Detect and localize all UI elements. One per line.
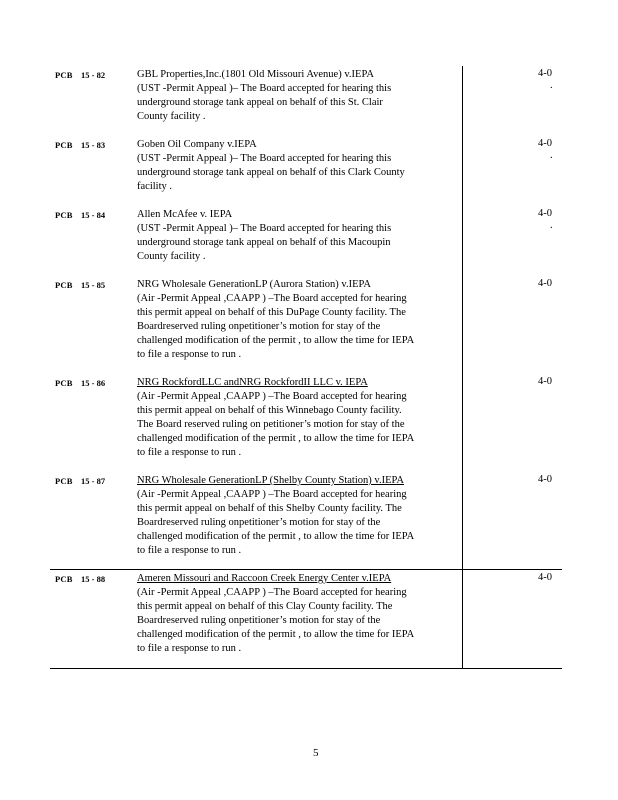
vote-tally: 4-0 [538, 474, 552, 485]
case-description-line: facility . [137, 181, 172, 192]
case-description-line: underground storage tank appeal on behalf of this Macoupin [137, 237, 391, 248]
case-description [137, 68, 457, 124]
case-description-line: (Air -Permit Appeal ,CAAPP ) –The Board accepted for hearing [137, 587, 407, 598]
case-description-line: to file a response to run . [137, 447, 242, 458]
case-number: 15 - 84 [81, 210, 106, 220]
case-prefix: PCB [55, 476, 73, 486]
case-caption: Goben Oil Company v.IEPA [137, 139, 257, 150]
case-caption: NRG RockfordLLC andNRG RockfordII LLC v. IEPA [137, 377, 368, 388]
vote-mark: . [550, 150, 553, 161]
vote-tally: 4-0 [538, 572, 552, 583]
case-description-line: (UST -Permit Appeal )– The Board accepted for hearing this [137, 83, 392, 94]
case-caption: Ameren Missouri and Raccoon Creek Energy Center v.IEPA [137, 573, 392, 584]
case-description [137, 572, 457, 656]
case-description-line: challenged modification of the permit , to allow the time for IEPA [137, 629, 415, 640]
case-description-line: (Air -Permit Appeal ,CAAPP ) –The Board accepted for hearing [137, 293, 407, 304]
case-description [137, 278, 457, 362]
case-prefix: PCB [55, 210, 73, 220]
column-divider [462, 66, 463, 668]
case-description [137, 474, 457, 558]
case-description [137, 208, 457, 264]
case-caption: GBL Properties,Inc.(1801 Old Missouri Avenue) v.IEPA [137, 69, 374, 80]
case-description-line: this permit appeal on behalf of this Winnebago County facility. [137, 405, 402, 416]
vote-tally: 4-0 [538, 68, 552, 79]
case-description-line: Boardreserved ruling onpetitioner’s motion for stay of the [137, 517, 381, 528]
case-caption: NRG Wholesale GenerationLP (Aurora Station) v.IEPA [137, 279, 371, 290]
case-description-line: this permit appeal on behalf of this DuPage County facility. The [137, 307, 406, 318]
case-prefix: PCB [55, 574, 73, 584]
case-number: 15 - 86 [81, 378, 106, 388]
case-prefix: PCB [55, 70, 73, 80]
case-description-line: to file a response to run . [137, 349, 242, 360]
case-description-line: challenged modification of the permit , to allow the time for IEPA [137, 335, 415, 346]
row-separator-bottom [50, 668, 562, 669]
case-number: 15 - 82 [81, 70, 106, 80]
case-description-line: challenged modification of the permit , to allow the time for IEPA [137, 531, 415, 542]
case-description-line: County facility . [137, 111, 206, 122]
case-description-line: underground storage tank appeal on behalf of this Clark County [137, 167, 405, 178]
case-description-line: (Air -Permit Appeal ,CAAPP ) –The Board accepted for hearing [137, 391, 407, 402]
case-description-line: this permit appeal on behalf of this Shelby County facility. The [137, 503, 402, 514]
vote-mark: . [550, 80, 553, 91]
case-description-line: to file a response to run . [137, 545, 242, 556]
case-description-line: (Air -Permit Appeal ,CAAPP ) –The Board accepted for hearing [137, 489, 407, 500]
case-description [137, 138, 457, 194]
case-prefix: PCB [55, 280, 73, 290]
case-description-line: Boardreserved ruling onpetitioner’s motion for stay of the [137, 615, 381, 626]
case-prefix: PCB [55, 378, 73, 388]
case-description-line: to file a response to run . [137, 643, 242, 654]
case-description-line: underground storage tank appeal on behalf of this St. Clair [137, 97, 383, 108]
case-description-line: this permit appeal on behalf of this Clay County facility. The [137, 601, 393, 612]
page-number: 5 [313, 747, 319, 759]
case-description-line: The Board reserved ruling on petitioner’s motion for stay of the [137, 419, 405, 430]
vote-mark: . [550, 220, 553, 231]
case-description-line: challenged modification of the permit , to allow the time for IEPA [137, 433, 415, 444]
case-caption: Allen McAfee v. IEPA [137, 209, 233, 220]
case-description-line: Boardreserved ruling onpetitioner’s motion for stay of the [137, 321, 381, 332]
case-prefix: PCB [55, 140, 73, 150]
case-number: 15 - 88 [81, 574, 106, 584]
case-number: 15 - 83 [81, 140, 106, 150]
case-number: 15 - 85 [81, 280, 106, 290]
vote-tally: 4-0 [538, 376, 552, 387]
vote-tally: 4-0 [538, 208, 552, 219]
vote-tally: 4-0 [538, 138, 552, 149]
case-description-line: County facility . [137, 251, 206, 262]
case-description-line: (UST -Permit Appeal )– The Board accepted for hearing this [137, 153, 392, 164]
row-separator-top [50, 569, 562, 570]
case-number: 15 - 87 [81, 476, 106, 486]
case-caption: NRG Wholesale GenerationLP (Shelby County Station) v.IEPA [137, 475, 404, 486]
vote-tally: 4-0 [538, 278, 552, 289]
case-description [137, 376, 457, 460]
case-description-line: (UST -Permit Appeal )– The Board accepted for hearing this [137, 223, 392, 234]
